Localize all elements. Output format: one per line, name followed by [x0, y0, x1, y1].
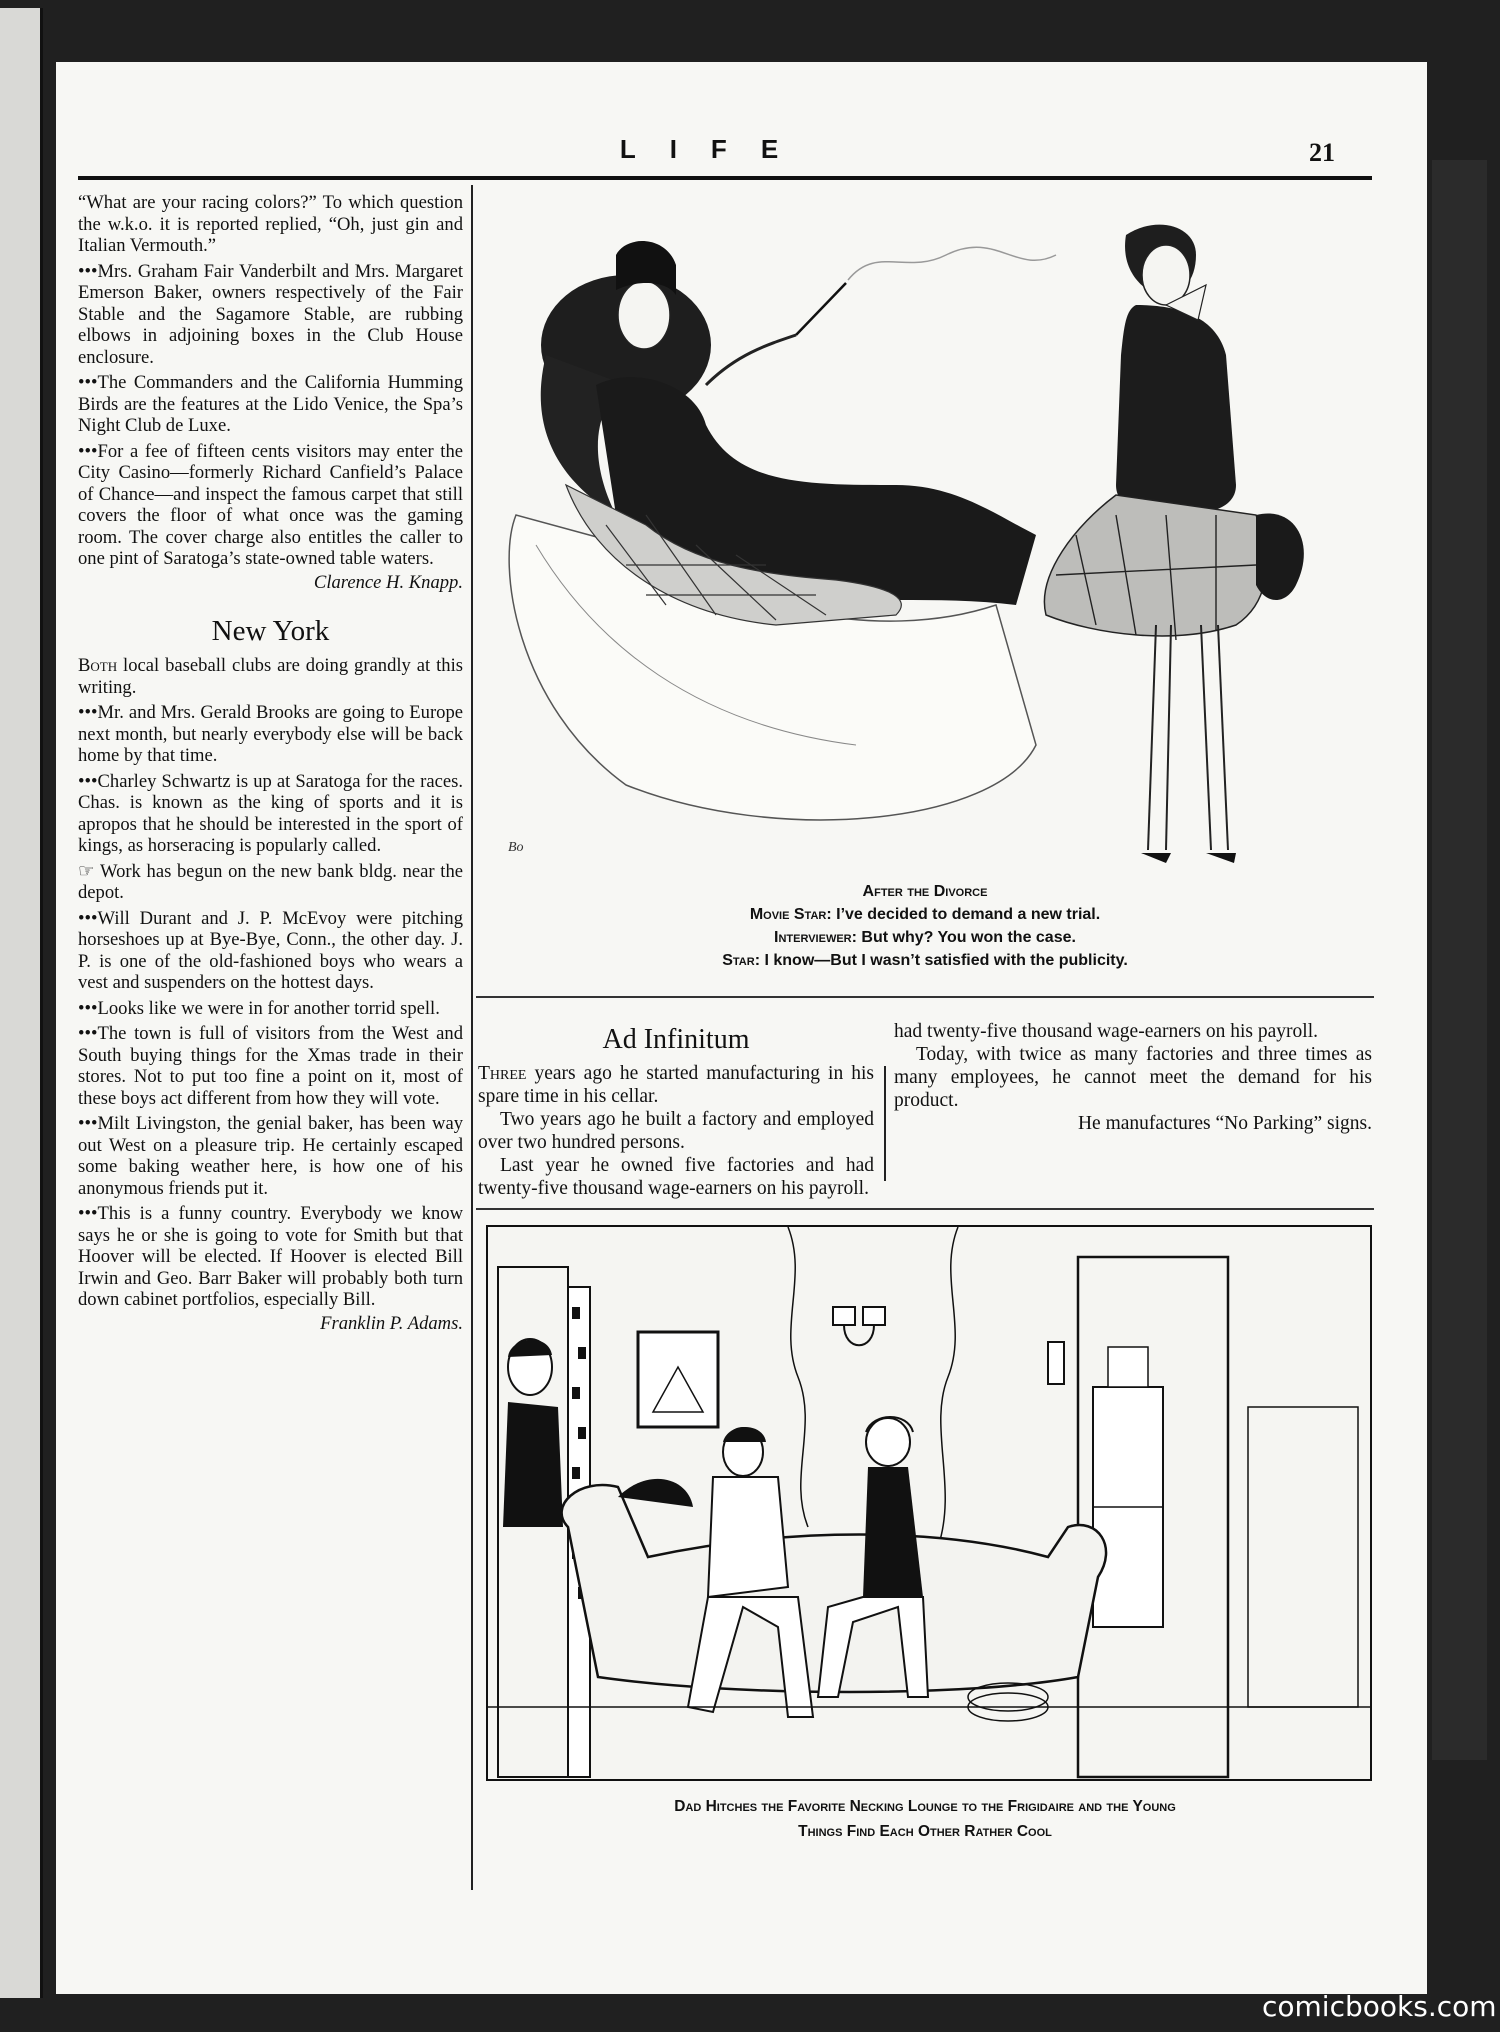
paragraph: He manufactures “No Parking” signs.: [1077, 1113, 1372, 1134]
cartoon-necking-lounge: [486, 1225, 1372, 1781]
ad-infinitum-column-1: [478, 1020, 874, 1199]
paragraph: “What are your racing colors?” To which question the w.k.o. it is reported replied, “Oh, just gin and Italian Vermouth.”: [78, 192, 463, 256]
caption-line: [476, 949, 1374, 972]
column-divider-left: [471, 185, 473, 1890]
caption-line: [476, 903, 1374, 926]
page-number: 21: [1309, 138, 1335, 167]
ad-infinitum-column-2: [894, 1020, 1372, 1135]
magazine-page: [56, 62, 1427, 1994]
author-signature: Clarence H. Knapp.: [313, 571, 463, 593]
cartoon-caption: [476, 880, 1374, 972]
lead-text: local baseball clubs are doing grandly at this writing.: [78, 655, 463, 698]
paragraph: Two years ago he built a factory and employed over two hundred persons.: [478, 1109, 874, 1153]
horizontal-rule: [476, 996, 1374, 998]
lead-text: years ago he started manufacturing in his spare time in his cellar.: [478, 1063, 874, 1107]
watermark: comicbooks.com: [1262, 1990, 1497, 2023]
paragraph: •••Looks like we were in for another torrid spell.: [78, 997, 440, 1019]
paragraph: •••Milt Livingston, the genial baker, has been way out West on a pleasure trip. He certainly escaped some baking weather here, is how one of his anonymous friends put it.: [78, 1113, 463, 1199]
paragraph: Today, with twice as many factories and three times as many employees, he cannot meet the demand for his product.: [894, 1044, 1372, 1111]
masthead-title: LIFE: [619, 134, 813, 164]
lead-word: Three: [478, 1063, 527, 1084]
cartoon-caption: [476, 1794, 1374, 1844]
paragraph: •••The town is full of visitors from the West and South buying things for the Xmas trade in their stores. Not to put too fine a point on it, most of these boys act different from how they will vote.: [78, 1023, 463, 1109]
paragraph: Last year he owned five factories and had twenty-five thousand wage-earners on his payroll.: [478, 1155, 874, 1199]
cartoon-illustration: [488, 1227, 1370, 1779]
speaker: Movie Star:: [749, 906, 832, 923]
artist-signature: Bo: [508, 840, 524, 855]
section-heading: New York: [211, 615, 330, 647]
paragraph: [478, 1062, 874, 1108]
left-text-column: [78, 192, 463, 1334]
dialogue: I’ve decided to demand a new trial.: [831, 906, 1101, 923]
paragraph: •••Mrs. Graham Fair Vanderbilt and Mrs. Margaret Emerson Baker, owners respectively of the Fair Stable and the Sagamore Stable, are rubbing elbows in adjoining boxes in the Club House enclosure.: [78, 260, 463, 368]
paragraph: •••The Commanders and the California Humming Birds are the features at the Lido Venice, the Spa’s Night Club de Luxe.: [78, 372, 463, 436]
previous-page-edge: [0, 8, 43, 1998]
caption-title: After the Divorce: [862, 883, 988, 900]
masthead-rule: [78, 176, 1372, 180]
speaker: Star:: [722, 952, 761, 969]
paragraph: •••Mr. and Mrs. Gerald Brooks are going to Europe next month, but nearly everybody else will be back home by that time.: [78, 702, 463, 766]
lead-word: Both: [78, 655, 118, 676]
paragraph: •••For a fee of fifteen cents visitors may enter the City Casino—formerly Richard Canfield’s Palace of Chance—and inspect the famous carpet that still covers the floor of what once was the gaming room. The cover charge also entitles the caller to one pint of Saratoga’s state-owned table waters.: [78, 440, 463, 569]
dialogue: But why? You won the case.: [856, 929, 1076, 946]
caption-line: Dad Hitches the Favorite Necking Lounge to the Frigidaire and the Young: [674, 1798, 1176, 1815]
next-page-edge: [1432, 160, 1487, 1760]
cartoon-after-the-divorce: [476, 185, 1374, 875]
horizontal-rule: [476, 1208, 1374, 1210]
paragraph-continued: had twenty-five thousand wage-earners on his payroll.: [894, 1021, 1318, 1042]
dialogue: I know—But I wasn’t satisfied with the publicity.: [760, 952, 1128, 969]
column-divider-ad: [884, 1066, 886, 1181]
paragraph: •••Charley Schwartz is up at Saratoga for the races. Chas. is known as the king of sports and it is apropos that he should be interested in the sport of kings, as horseracing is popularly called.: [78, 770, 463, 856]
article-title: Ad Infinitum: [602, 1024, 750, 1055]
speaker: Interviewer:: [774, 929, 857, 946]
author-signature: Franklin P. Adams.: [320, 1312, 463, 1334]
paragraph: •••Will Durant and J. P. McEvoy were pitching horseshoes up at Bye-Bye, Conn., the other day. J. P. is one of the old-fashioned boys who wears a vest and suspenders on the hottest days.: [78, 907, 463, 993]
caption-line: Things Find Each Other Rather Cool: [798, 1823, 1052, 1840]
paragraph: •••This is a funny country. Everybody we know says he or she is going to vote for Smith but that Hoover will be elected. If Hoover is elected Bill Irwin and Geo. Barr Baker will probably both turn down cabinet portfolios, especially Bill.: [78, 1203, 463, 1310]
paragraph: ☞ Work has begun on the new bank bldg. near the depot.: [78, 860, 463, 903]
caption-line: [476, 926, 1374, 949]
paragraph: [78, 655, 463, 698]
